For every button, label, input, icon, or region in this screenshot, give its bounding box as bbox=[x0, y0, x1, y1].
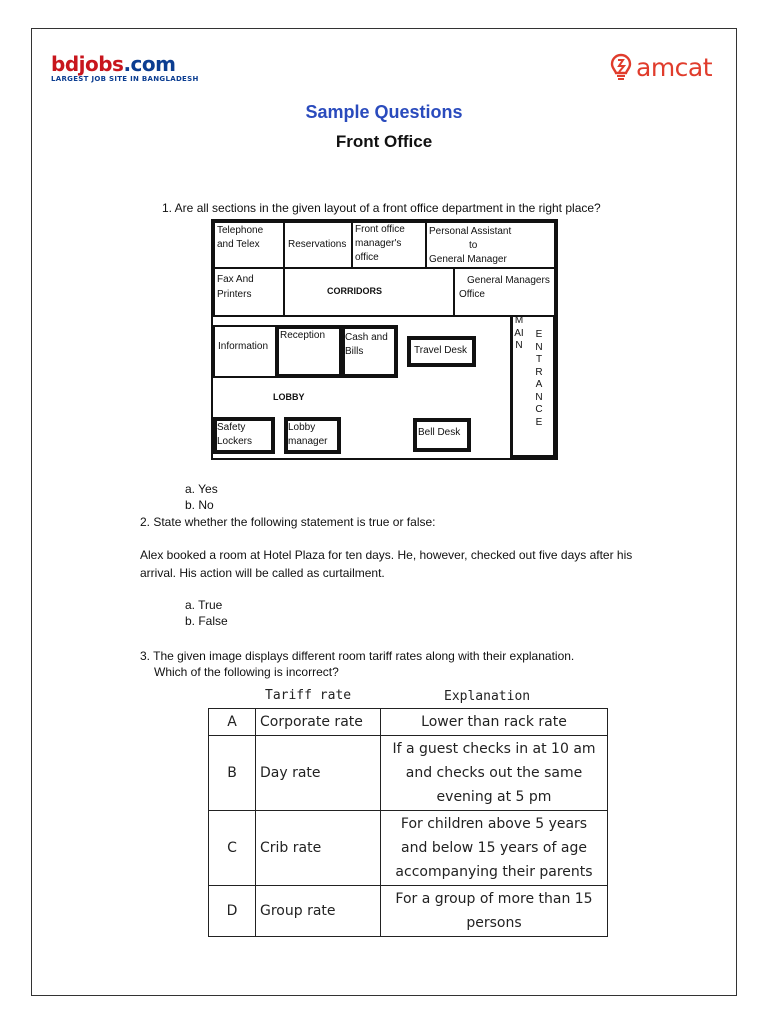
row-explanation: For a group of more than 15 persons bbox=[381, 886, 608, 937]
amcat-logo bbox=[608, 52, 712, 82]
row-rate: Day rate bbox=[256, 736, 381, 811]
amcat-logo-text: amcat bbox=[636, 52, 713, 82]
table-row bbox=[209, 811, 608, 886]
main-entrance bbox=[510, 315, 556, 458]
question-2: 2. State whether the following statement is true or false: bbox=[140, 515, 436, 529]
table-row bbox=[209, 736, 608, 811]
row-explanation: For children above 5 years and below 15 years of age accompanying their parents bbox=[381, 811, 608, 886]
bdjobs-tagline: LARGEST JOB SITE IN BANGLADESH bbox=[51, 75, 199, 83]
row-letter: B bbox=[209, 736, 256, 811]
safety-lockers: Safety Lockers bbox=[213, 417, 275, 454]
table-row bbox=[209, 886, 608, 937]
page-title: Sample Questions bbox=[305, 102, 463, 122]
row-letter: A bbox=[209, 709, 256, 736]
front-office-layout bbox=[211, 219, 558, 460]
question-3-line2: Which of the following is incorrect? bbox=[154, 665, 339, 679]
q2-option-b: b. False bbox=[185, 614, 228, 628]
lobby-manager-desk: Lobby manager bbox=[284, 417, 341, 454]
corridors-area: CORRIDORS bbox=[283, 267, 455, 317]
row-explanation: Lower than rack rate bbox=[381, 709, 608, 736]
lightbulb-icon bbox=[608, 52, 634, 82]
tariff-header-explanation: Explanation bbox=[444, 689, 531, 704]
travel-desk: Travel Desk bbox=[407, 336, 476, 367]
q2-statement-line2: arrival. His action will be called as curtailment. bbox=[140, 566, 385, 580]
fax-printers-room: Fax And Printers bbox=[213, 267, 285, 317]
q2-statement-line1: Alex booked a room at Hotel Plaza for ten days. He, however, checked out five days after his bbox=[140, 548, 633, 562]
tariff-table bbox=[208, 708, 608, 937]
question-1: 1. Are all sections in the given layout of a front office department in the right place? bbox=[162, 201, 601, 215]
tariff-header-rate: Tariff rate bbox=[265, 688, 352, 703]
general-manager-office: General Managers Office bbox=[453, 267, 556, 317]
row-explanation: If a guest checks in at 10 am and checks out the same evening at 5 pm bbox=[381, 736, 608, 811]
cash-bills-desk: Cash and Bills bbox=[341, 325, 398, 378]
row-letter: D bbox=[209, 886, 256, 937]
personal-assistant-room: Personal Assistant to General Manager bbox=[425, 221, 556, 269]
q2-option-a: a. True bbox=[185, 598, 223, 612]
main-label: MAIN bbox=[514, 315, 524, 351]
q1-option-a: a. Yes bbox=[185, 482, 218, 496]
telephone-telex-room: Telephone and Telex bbox=[213, 221, 285, 269]
entrance-label: ENTRANCE bbox=[535, 329, 543, 428]
row-letter: C bbox=[209, 811, 256, 886]
lobby-label: LOBBY bbox=[273, 392, 305, 402]
bdjobs-logo bbox=[51, 54, 199, 83]
reception-desk: Reception bbox=[275, 325, 343, 378]
front-office-manager-room: Front office manager's office bbox=[351, 221, 427, 269]
page-subtitle: Front Office bbox=[335, 132, 433, 151]
table-row bbox=[209, 709, 608, 736]
row-rate: Group rate bbox=[256, 886, 381, 937]
bell-desk: Bell Desk bbox=[413, 418, 471, 452]
question-3-line1: 3. The given image displays different room tariff rates along with their explanation. bbox=[140, 649, 575, 663]
reservations-room: Reservations bbox=[283, 221, 353, 269]
row-rate: Crib rate bbox=[256, 811, 381, 886]
bdjobs-logo-domain: .com bbox=[123, 52, 176, 76]
q1-option-b: b. No bbox=[185, 498, 214, 512]
row-rate: Corporate rate bbox=[256, 709, 381, 736]
bdjobs-logo-name: bdjobs bbox=[51, 52, 124, 76]
information-desk: Information bbox=[213, 325, 277, 378]
